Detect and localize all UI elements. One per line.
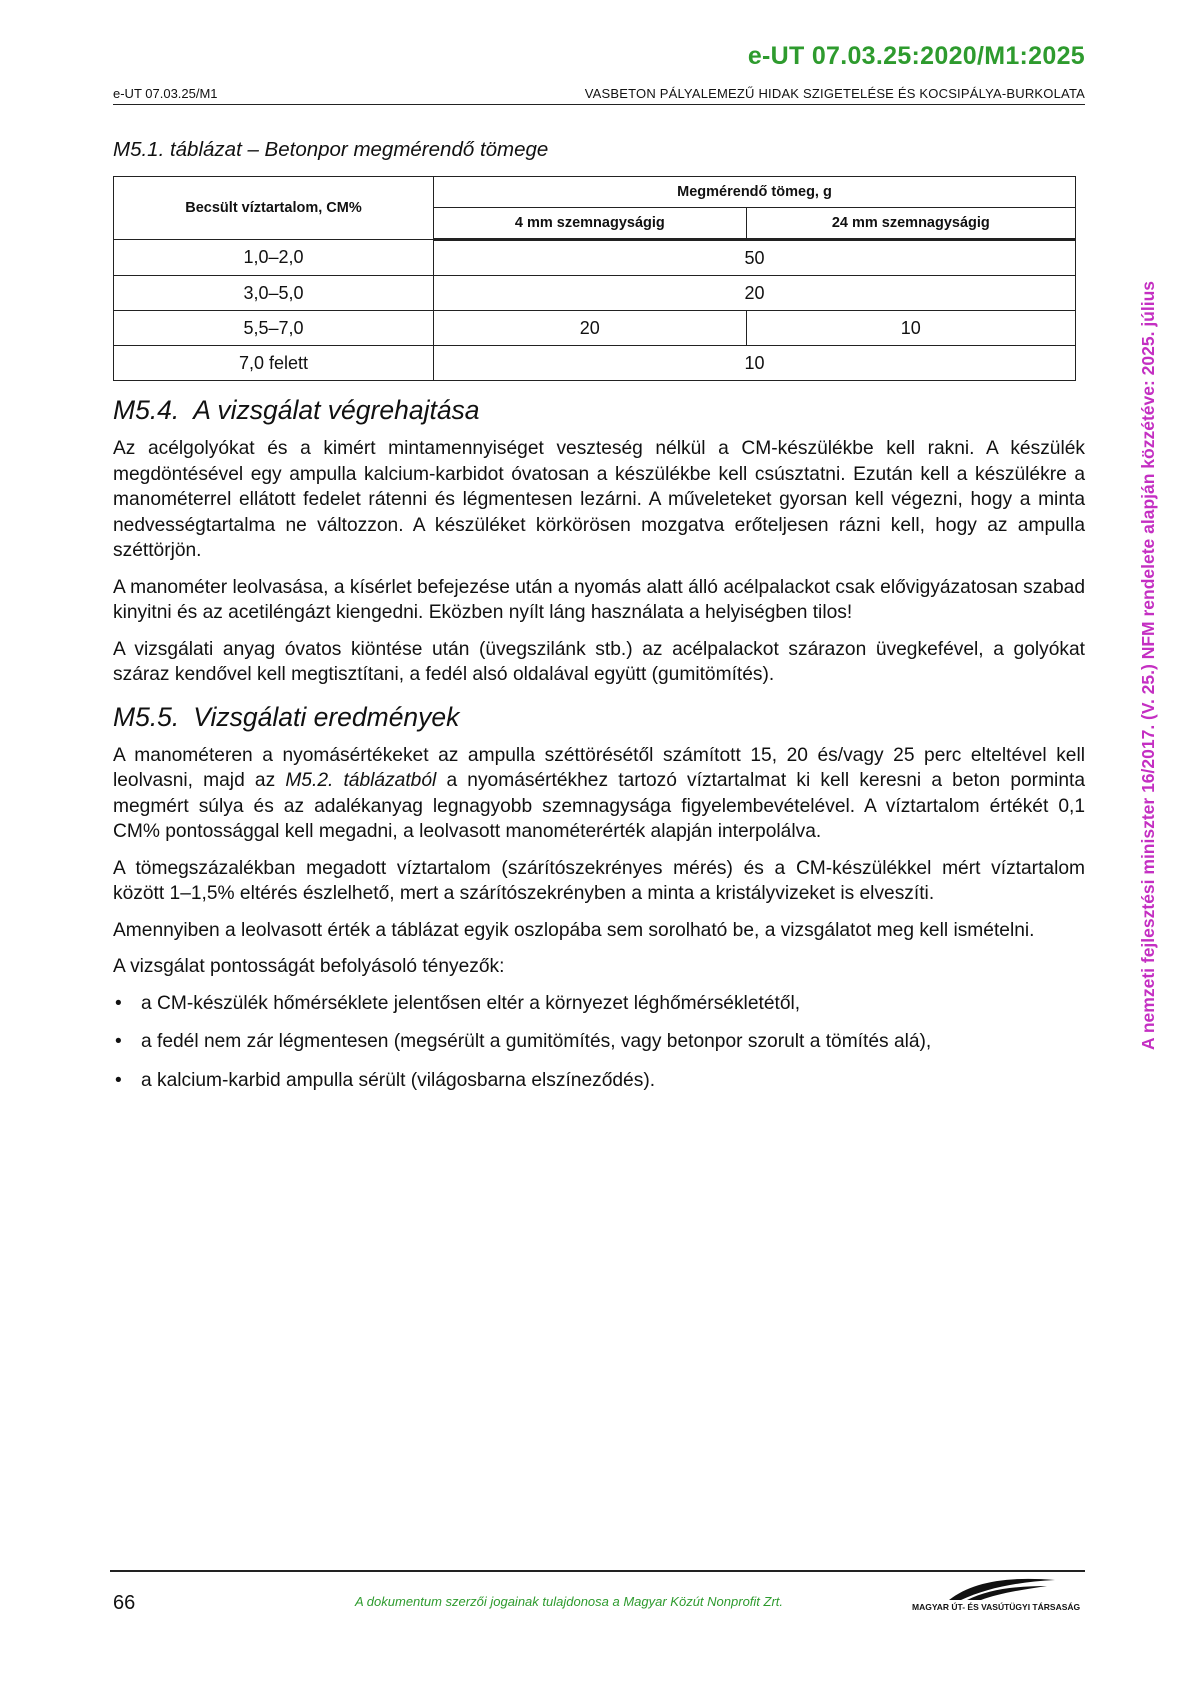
table-caption: M5.1. táblázat – Betonpor megmérendő tömege (113, 138, 549, 161)
header-right-title: VASBETON PÁLYALEMEZŰ HIDAK SZIGETELÉSE ÉS KOCSIPÁLYA-BURKOLATA (584, 86, 1085, 101)
paragraph: A manométer leolvasása, a kísérlet befejezése után a nyomás alatt álló acélpalackot csak elővigyázatosan szabad kinyitni és az acetiléngázt kiengedni. Eközben nyílt láng használata a helyiségben tilos! (113, 576, 1085, 623)
list-item (113, 991, 1085, 1017)
header-divider (113, 104, 1085, 105)
cell-value: 10 (434, 346, 1076, 381)
table-row (114, 276, 1076, 311)
table-reference: M5.2. táblázatból (285, 770, 437, 791)
cell-range: 1,0–2,0 (114, 240, 434, 276)
list-item (113, 1029, 1085, 1055)
cell-value-24mm: 10 (746, 311, 1075, 346)
list-item-text: a kalcium-karbid ampulla sérült (világosbarna elszíneződés). (141, 1069, 656, 1091)
header-24mm: 24 mm szemnagyságig (746, 208, 1075, 240)
header-mass-group: Megmérendő tömeg, g (434, 177, 1076, 208)
road-swoosh-icon (947, 1576, 1057, 1602)
paragraph-text: A manométeren a nyomásértékeket az ampulla széttörésétől számított 15, 20 és/vagy 25 perc elteltével kell leolvasni, majd az (113, 744, 1085, 791)
table-row (114, 311, 1076, 346)
paragraph: A vizsgálat pontosságát befolyásoló tényezők: (113, 956, 505, 977)
cell-range: 3,0–5,0 (114, 276, 434, 311)
page-content (113, 138, 1085, 1106)
paragraph: Amennyiben a leolvasott érték a táblázat egyik oszlopába sem sorolható be, a vizsgálatot meg kell ismételni. (113, 919, 1035, 941)
table-header-row (114, 177, 1076, 208)
section-heading-execution (113, 395, 1085, 426)
header-water-content: Becsült víztartalom, CM% (114, 177, 434, 240)
header-left-code: e-UT 07.03.25/M1 (113, 86, 218, 101)
mass-table (113, 176, 1076, 381)
paragraph (113, 743, 1085, 845)
paragraph: A vizsgálati anyag óvatos kiöntése után (üvegszilánk stb.) az acélpalackot szárazon üvegkefével, a golyókat száraz kendővel kell megtisztítani, a fedél alsó oldalával együtt (gumitömítés). (113, 638, 1085, 685)
list-item-text: a fedél nem zár légmentesen (megsérült a gumitömítés, vagy betonpor szorult a tömítés alá), (141, 1031, 932, 1052)
factor-list (113, 991, 1085, 1094)
logo-text: MAGYAR ÚT- ÉS VASÚTÜGYI TÁRSASÁG (912, 1602, 1081, 1612)
table-row (114, 346, 1076, 381)
society-logo (912, 1570, 1087, 1620)
paragraph-text: a nyomásértékhez tartozó víztartalmat ki kell keresni a beton porminta megmért súlya és az adalékanyag legnagyobb szemnagysága figyelembevételével. A víztartalom értékét 0,1 CM% pontossággal kell megadni, a leolvasott manométerérték alapján interpolálva. (113, 770, 1085, 842)
table-row (114, 240, 1076, 276)
side-note-text: A nemzeti fejlesztési miniszter 16/2017. (V. 25.) NFM rendelete alapján közzétéve: 2025. július (1138, 280, 1158, 1050)
list-item (113, 1068, 1085, 1094)
section-number: M5.4. (113, 395, 180, 425)
cell-value: 50 (434, 240, 1076, 276)
cell-range: 7,0 felett (114, 346, 434, 381)
page-number: 66 (113, 1592, 136, 1614)
paragraph: Az acélgolyókat és a kimért mintamennyiséget veszteség nélkül a CM-készülékbe kell rakni. A készülék megdöntésével egy ampulla kalcium-karbidot óvatosan a készülékbe kell csúsztatni. Ezután kell a készülékre a manométerrel ellátott fedelet rátenni és légmentesen lezárni. A műveleteket gyorsan kell végezni, hogy a minta nedvességtartalma ne változzon. A készüléket körkörösen mozgatva erőteljesen rázni kell, hogy az ampulla széttörjön. (113, 438, 1085, 561)
header-4mm: 4 mm szemnagyságig (434, 208, 747, 240)
bullet-icon: • (115, 1069, 122, 1091)
cell-value: 20 (434, 276, 1076, 311)
bullet-icon: • (115, 1031, 122, 1052)
paragraph: A tömegszázalékban megadott víztartalom (szárítószekrényes mérés) és a CM-készülékkel mért víztartalom között 1–1,5% eltérés észlelhető, mert a szárítószekrényben a minta a kristályvizeket is elveszíti. (113, 857, 1085, 904)
cell-range: 5,5–7,0 (114, 311, 434, 346)
list-item-text: a CM-készülék hőmérséklete jelentősen eltér a környezet léghőmérsékletétől, (141, 992, 801, 1014)
document-code: e-UT 07.03.25:2020/M1:2025 (747, 42, 1085, 70)
cell-value-4mm: 20 (434, 311, 747, 346)
section-title: A vizsgálat végrehajtása (193, 395, 480, 425)
section-title: Vizsgálati eredmények (193, 701, 460, 732)
section-heading-results (113, 702, 1085, 733)
section-number: M5.5. (113, 701, 180, 732)
bullet-icon: • (115, 992, 122, 1014)
copyright-notice: A dokumentum szerzői jogainak tulajdonosa a Magyar Közút Nonprofit Zrt. (355, 1594, 784, 1609)
